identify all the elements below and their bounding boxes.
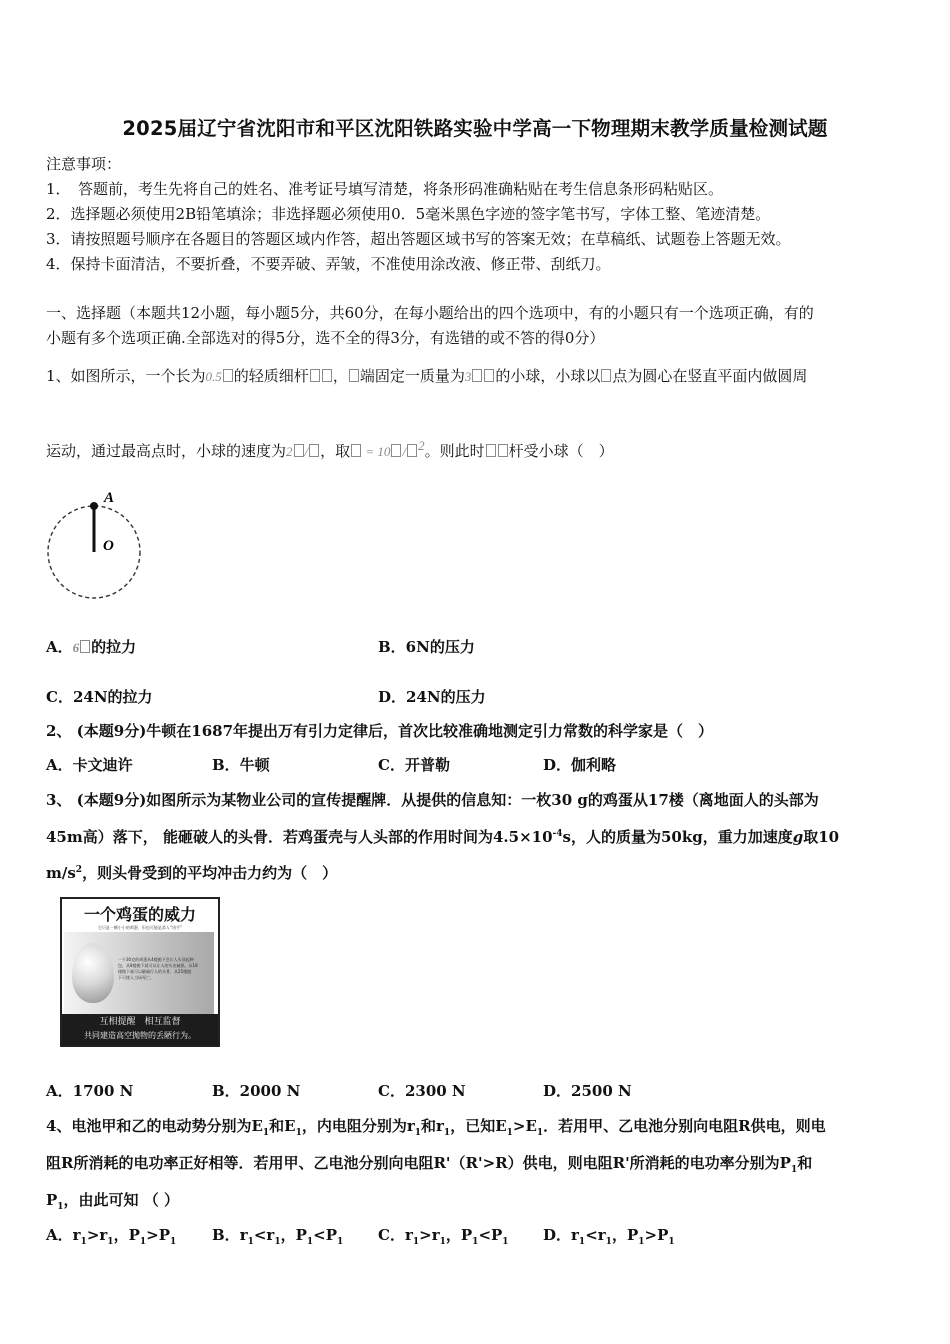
q1-option-d: D．24N的压力 <box>378 688 486 706</box>
q1-line-2: 运动，通过最高点时，小球的速度为2 / ，取 = 10 / $^2$。则此时 杆受小球（ ） <box>46 438 614 460</box>
notice-item-1: 1． 答题前，考生先将自己的姓名、准考证号填写清楚，将条形码准确粘贴在考生信息条形码粘贴区。 <box>46 180 724 198</box>
q4-option-a: A．$r_1>r_1$，$P_1>P_1$ <box>46 1226 177 1247</box>
page-title: 2025届辽宁省沈阳市和平区沈阳铁路实验中学高一下物理期末教学质量检测试题 <box>122 117 828 140</box>
section-intro-line-2: 小题有多个选项正确.全部选对的得5分，选不全的得3分，有选错的或不答的得0分） <box>46 329 605 347</box>
q2-option-a: A．卡文迪许 <box>46 756 133 774</box>
notice-item-4: 4．保持卡面清洁，不要折叠，不要弄破、弄皱，不准使用涂改液、修正带、刮纸刀。 <box>46 255 611 273</box>
egg-warning-poster <box>60 897 220 1047</box>
q4-line-1: 4、电池甲和乙的电动势分别为$E_1$和$E_1$，内电阻分别为$r_1$和$r_1$，已知$E_1>E_1$．若用甲、乙电池分别向电阻R供电，则电 <box>46 1117 826 1138</box>
q4-line-3: $P_1$，由此可知 （ ） <box>46 1191 179 1212</box>
notice-item-3: 3．请按照题号顺序在各题目的答题区域内作答，超出答题区域书写的答案无效；在草稿纸、试题卷上答题无效。 <box>46 230 791 248</box>
q1-option-a: A．6 的拉力 <box>46 638 137 656</box>
q3-option-d: D．2500 N <box>543 1082 632 1100</box>
q2-option-b: B．牛顿 <box>212 756 270 774</box>
poster-body: 一个30克的鸡蛋从4楼抛下会让人头顶起肿 包，从8楼抛下就可以让人的头皮破损，从18 楼抛下就可以砸破行人的头骨，从25楼抛 下可使人当场死亡。 <box>118 957 198 980</box>
q3-option-a: A．1700 N <box>46 1082 134 1100</box>
poster-footer: 互相提醒 相互监督 共同建造高空抛物的丢陋行为。 <box>62 1014 218 1047</box>
q2-option-c: C．开普勒 <box>378 756 450 774</box>
q3-option-b: B．2000 N <box>212 1082 301 1100</box>
section-intro-line-1: 一、选择题（本题共12小题，每小题5分，共60分，在每小题给出的四个选项中，有的小题只有一个选项正确，有的 <box>46 304 814 322</box>
q2-option-d: D．伽利略 <box>543 756 617 774</box>
q2-text: 2、 (本题9分)牛顿在1687年提出万有引力定律后，首次比较准确地测定引力常数的科学家是（ ） <box>46 722 714 740</box>
q3-line-2: 45m高）落下， 能砸破人的头骨．若鸡蛋壳与人头部的作用时间为$4.5\times 10^{-4}s$，人的质量为50kg，重力加速度g取10 <box>46 828 840 846</box>
q4-line-2: 阻R所消耗的电功率正好相等．若用甲、乙电池分别向电阻R'（R'>R）供电，则电阻R'所消耗的电功率分别为$P_1$和 <box>46 1154 813 1175</box>
label-A: A <box>104 490 115 506</box>
ball <box>90 502 98 510</box>
poster-title: 一个鸡蛋的威力 <box>83 905 196 924</box>
q1-option-c: C．24N的拉力 <box>46 688 153 706</box>
egg <box>72 943 114 1003</box>
q4-option-b: B．$r_1<r_1$，$P_1<P_1$ <box>212 1226 344 1247</box>
q1-option-b: B．6N的压力 <box>378 638 475 656</box>
q3-line-3: $m/s^2$，则头骨受到的平均冲击力约为（ ） <box>46 864 338 882</box>
label-O: O <box>103 538 114 554</box>
poster-subtitle: 它只是一颗小小的鸡蛋，但也可能是杀人“凶手” <box>97 925 183 930</box>
q3-line-1: 3、 (本题9分)如图所示为某物业公司的宣传提醒牌．从提供的信息知：一枚30 g的鸡蛋从17楼（离地面人的头部为 <box>46 791 819 809</box>
q4-option-d: D．$r_1<r_1$，$P_1>P_1$ <box>543 1226 675 1247</box>
q1-line-1: 1、如图所示，一个长为0.5 的轻质细杆 ， 端固定一质量为3 的小球，小球以 点为圆心在竖直平面内做圆周 <box>46 367 808 385</box>
q4-option-c: C．$r_1>r_1$，$P_1<P_1$ <box>378 1226 509 1247</box>
q3-option-c: C．2300 N <box>378 1082 466 1100</box>
notice-heading: 注意事项： <box>46 155 122 173</box>
notice-item-2: 2．选择题必须使用2B铅笔填涂；非选择题必须使用0．5毫米黑色字迹的签字笔书写，字体工整、笔迹清楚。 <box>46 205 771 223</box>
q1-circle-figure <box>40 484 150 604</box>
